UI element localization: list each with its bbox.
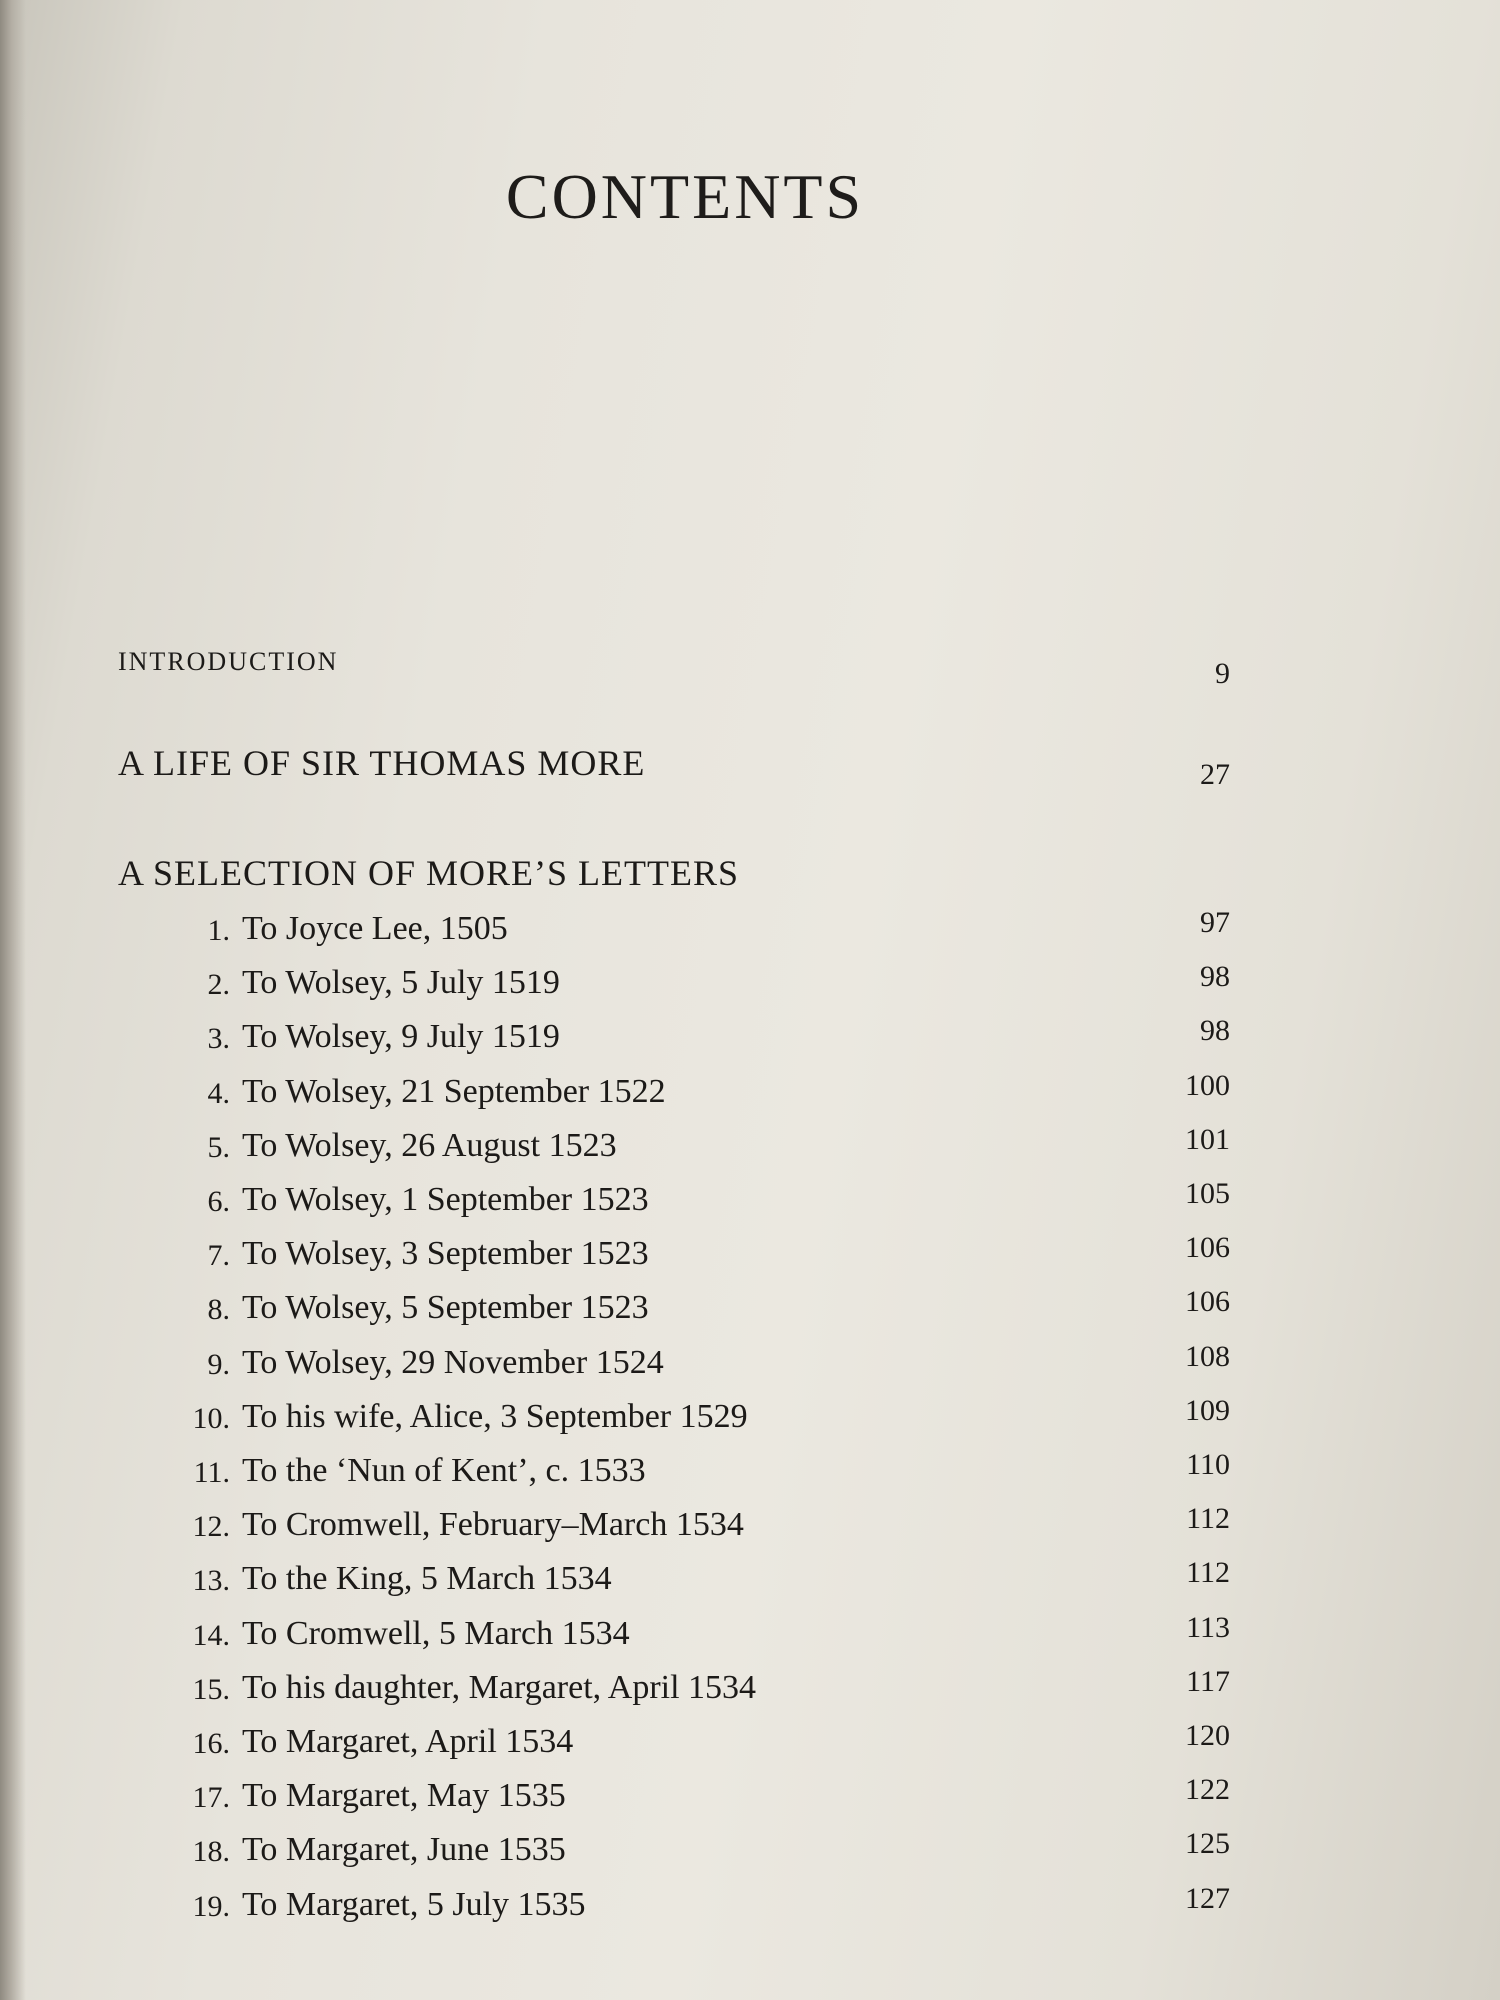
entry-page-number: 27 xyxy=(1200,758,1230,791)
letter-title: To the King, 5 March 1534 xyxy=(242,1560,612,1598)
toc-letter-entry xyxy=(118,1444,1230,1494)
toc-letter-entry xyxy=(118,1065,1230,1115)
toc-entry-letters-section xyxy=(118,850,1230,900)
toc-letter-entry xyxy=(118,1010,1230,1060)
toc-letter-entry xyxy=(118,1336,1230,1386)
letter-title: To Cromwell, 5 March 1534 xyxy=(242,1614,630,1652)
letter-page-number: 100 xyxy=(1185,1068,1230,1102)
letter-page-number: 113 xyxy=(1186,1610,1230,1644)
letter-title: To Wolsey, 5 September 1523 xyxy=(242,1289,649,1327)
letter-page-number: 122 xyxy=(1185,1773,1230,1807)
letter-title: To Wolsey, 3 September 1523 xyxy=(242,1235,649,1273)
letter-title: To Margaret, May 1535 xyxy=(242,1777,566,1815)
letter-number: 12. xyxy=(192,1510,230,1544)
toc-letter-entry xyxy=(118,1878,1230,1928)
letter-page-number: 125 xyxy=(1185,1827,1230,1861)
letter-title: To the ‘Nun of Kent’, c. 1533 xyxy=(242,1452,646,1489)
letter-title: To Margaret, 5 July 1535 xyxy=(242,1885,586,1923)
letter-page-number: 120 xyxy=(1185,1719,1230,1752)
letter-number: 1. xyxy=(207,914,230,947)
letter-number: 4. xyxy=(207,1076,230,1110)
letter-page-number: 97 xyxy=(1200,906,1230,939)
toc-letter-entry xyxy=(118,1715,1230,1765)
toc-letter-entry xyxy=(118,1823,1230,1873)
letter-title: To Margaret, June 1535 xyxy=(242,1831,566,1869)
letter-number: 9. xyxy=(207,1347,230,1381)
entry-page-number: 9 xyxy=(1215,657,1230,690)
letter-number: 6. xyxy=(207,1185,230,1218)
letter-number: 18. xyxy=(192,1835,230,1869)
letter-page-number: 117 xyxy=(1186,1664,1230,1698)
letter-title: To Wolsey, 1 September 1523 xyxy=(242,1181,649,1218)
letter-page-number: 112 xyxy=(1186,1502,1230,1536)
letter-page-number: 101 xyxy=(1185,1122,1230,1156)
toc-letter-entry xyxy=(118,902,1230,952)
entry-label: INTRODUCTION xyxy=(118,647,339,676)
section-label: A SELECTION OF MORE’S LETTERS xyxy=(118,853,740,893)
letter-title: To Wolsey, 29 November 1524 xyxy=(242,1343,664,1381)
toc-entry-life xyxy=(118,740,1230,790)
letter-number: 13. xyxy=(192,1564,230,1598)
letter-number: 5. xyxy=(207,1130,230,1164)
toc-entry-introduction xyxy=(118,633,1230,690)
letter-title: To Wolsey, 26 August 1523 xyxy=(242,1126,617,1164)
letter-page-number: 109 xyxy=(1185,1393,1230,1427)
letter-number: 2. xyxy=(207,968,230,1002)
letter-title: To Wolsey, 5 July 1519 xyxy=(242,964,560,1002)
page-title: CONTENTS xyxy=(505,161,865,232)
toc-letter-entry xyxy=(118,956,1230,1006)
letter-number: 11. xyxy=(193,1456,230,1489)
toc-letter-entry xyxy=(118,1173,1230,1223)
letter-page-number: 108 xyxy=(1185,1339,1230,1373)
letter-page-number: 127 xyxy=(1185,1881,1230,1915)
letter-title: To Cromwell, February–March 1534 xyxy=(242,1506,744,1544)
letter-number: 16. xyxy=(192,1727,230,1760)
toc-letter-entry xyxy=(118,1119,1230,1169)
letter-page-number: 112 xyxy=(1186,1556,1230,1590)
toc-letter-entry xyxy=(118,1661,1230,1711)
toc-letter-entry xyxy=(118,1607,1230,1657)
toc-letter-entry xyxy=(118,1769,1230,1819)
toc-letter-entry xyxy=(118,1552,1230,1602)
letter-number: 19. xyxy=(192,1889,230,1923)
letter-page-number: 110 xyxy=(1186,1448,1230,1481)
gutter-shadow xyxy=(0,0,26,2000)
letter-page-number: 98 xyxy=(1200,960,1230,994)
toc-letter-entry xyxy=(118,1227,1230,1277)
letter-number: 10. xyxy=(192,1401,230,1435)
letter-number: 17. xyxy=(192,1781,230,1815)
letter-page-number: 98 xyxy=(1200,1014,1230,1048)
letter-title: To Wolsey, 9 July 1519 xyxy=(242,1018,560,1056)
letter-number: 15. xyxy=(192,1672,230,1706)
letter-title: To Margaret, April 1534 xyxy=(242,1723,574,1760)
letter-page-number: 106 xyxy=(1185,1285,1230,1319)
letter-title: To Wolsey, 21 September 1522 xyxy=(242,1072,666,1110)
letter-title: To his daughter, Margaret, April 1534 xyxy=(242,1668,757,1706)
entry-label: A LIFE OF SIR THOMAS MORE xyxy=(118,743,646,783)
letter-number: 8. xyxy=(207,1293,230,1327)
letter-number: 14. xyxy=(192,1618,230,1652)
letter-title: To his wife, Alice, 3 September 1529 xyxy=(242,1397,748,1435)
letter-page-number: 105 xyxy=(1185,1177,1230,1210)
toc-letter-entry xyxy=(118,1498,1230,1548)
toc-letter-entry xyxy=(118,1390,1230,1440)
letter-number: 7. xyxy=(207,1239,230,1273)
letter-title: To Joyce Lee, 1505 xyxy=(242,910,508,947)
letter-page-number: 106 xyxy=(1185,1231,1230,1265)
toc-letter-entry xyxy=(118,1281,1230,1331)
letter-number: 3. xyxy=(207,1022,230,1056)
